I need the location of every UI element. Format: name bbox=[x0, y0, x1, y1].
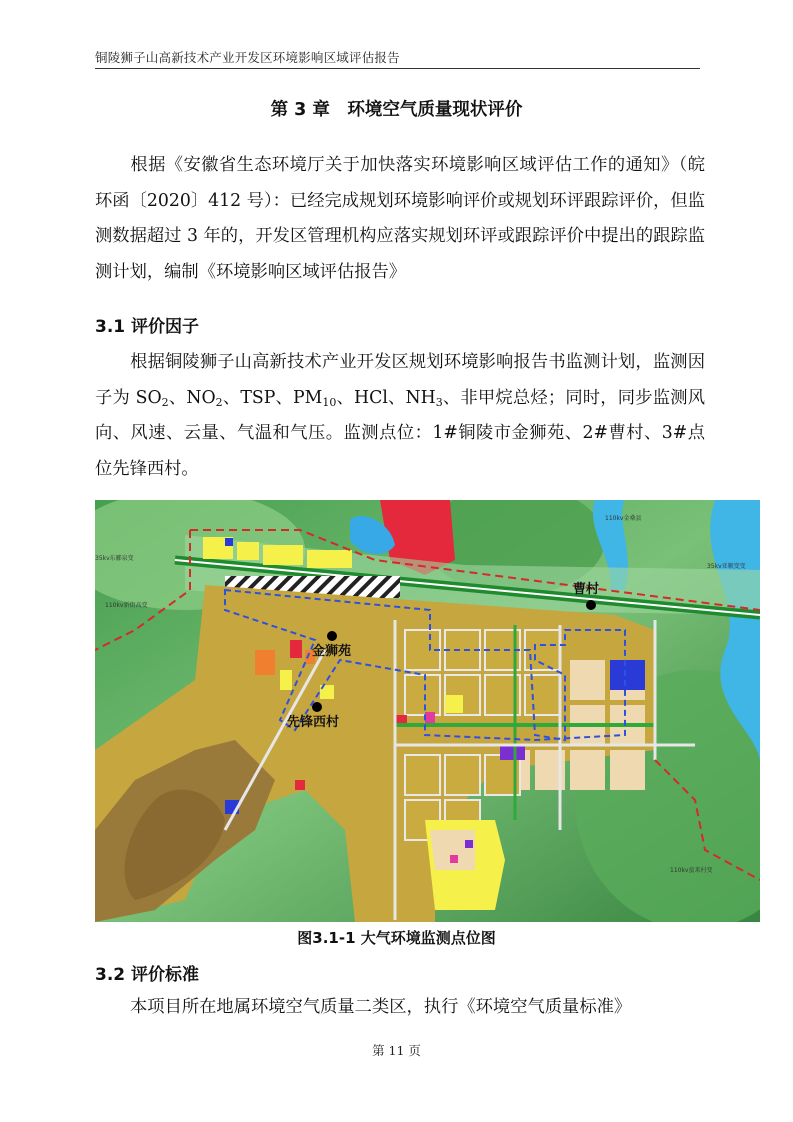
point-marker-xianfengxicun bbox=[312, 702, 322, 712]
factors-paragraph bbox=[95, 345, 705, 487]
map-label-l2: 110kv新街高变 bbox=[105, 602, 148, 609]
point-label-xianfengxicun: 先锋西村 bbox=[287, 715, 340, 730]
section-heading-3-1: 3.1 评价因子 bbox=[95, 317, 200, 337]
figure-caption: 图3.1-1 大气环境监测点位图 bbox=[297, 929, 496, 947]
point-marker-caocun bbox=[586, 600, 596, 610]
map-label-l5: 110kv蛮来村变 bbox=[670, 867, 713, 874]
map-label-l3: 110kv金桑县 bbox=[605, 515, 642, 522]
factors-text-b: 、NO bbox=[168, 387, 216, 408]
section-heading-3-2: 3.2 评价标准 bbox=[95, 965, 200, 985]
point-label-jinshiyuan: 金狮苑 bbox=[312, 644, 352, 659]
running-header: 铜陵狮子山高新技术产业开发区环境影响区域评估报告 bbox=[95, 50, 400, 65]
chapter-title: 第 3 章 环境空气质量现状评价 bbox=[270, 100, 523, 120]
so2-subscript: 2 bbox=[161, 395, 169, 409]
map-label-l4: 35kv亚顺变变 bbox=[707, 563, 746, 570]
point-label-caocun: 曹村 bbox=[573, 582, 600, 597]
point-marker-jinshiyuan bbox=[327, 631, 337, 641]
header-divider bbox=[95, 68, 700, 69]
factors-text-a: 根据铜陵狮子山高新技术产业开发区规划环境影响报告书监测计划，监测因子为 SO bbox=[95, 352, 705, 408]
map-label-l1: 35kv东郦泉变 bbox=[95, 555, 134, 562]
factors-text-c: 、TSP、PM bbox=[222, 387, 323, 408]
page-number: 第 11 页 bbox=[372, 1043, 421, 1058]
standard-text: 本项目所在地属环境空气质量二类区，执行《环境空气质量标准》 bbox=[130, 997, 632, 1017]
factors-text-d: 、HCl、NH bbox=[336, 387, 436, 408]
standard-paragraph bbox=[95, 990, 705, 1026]
no2-subscript: 2 bbox=[215, 395, 223, 409]
monitoring-point-map bbox=[95, 500, 760, 922]
intro-text: 根据《安徽省生态环境厅关于加快落实环境影响区域评估工作的通知》（皖环函〔2020〕412 号）：已经完成规划环境影响评价或规划环评跟踪评价，但监测数据超过 3 年的，开发区管理机构应落实规划环评或跟踪评价中提出的跟踪监测计划，编制《环境影响区域评估报告》 bbox=[95, 155, 705, 282]
factors-text-e: 、非甲烷总烃；同时，同步监测风向、风速、云量、气温和气压。监测点位：1#铜陵市金狮苑、2#曹村、3#点位先锋西村。 bbox=[95, 387, 705, 479]
nh3-subscript: 3 bbox=[435, 395, 443, 409]
intro-paragraph bbox=[95, 148, 705, 290]
pm10-subscript: 10 bbox=[322, 395, 337, 409]
